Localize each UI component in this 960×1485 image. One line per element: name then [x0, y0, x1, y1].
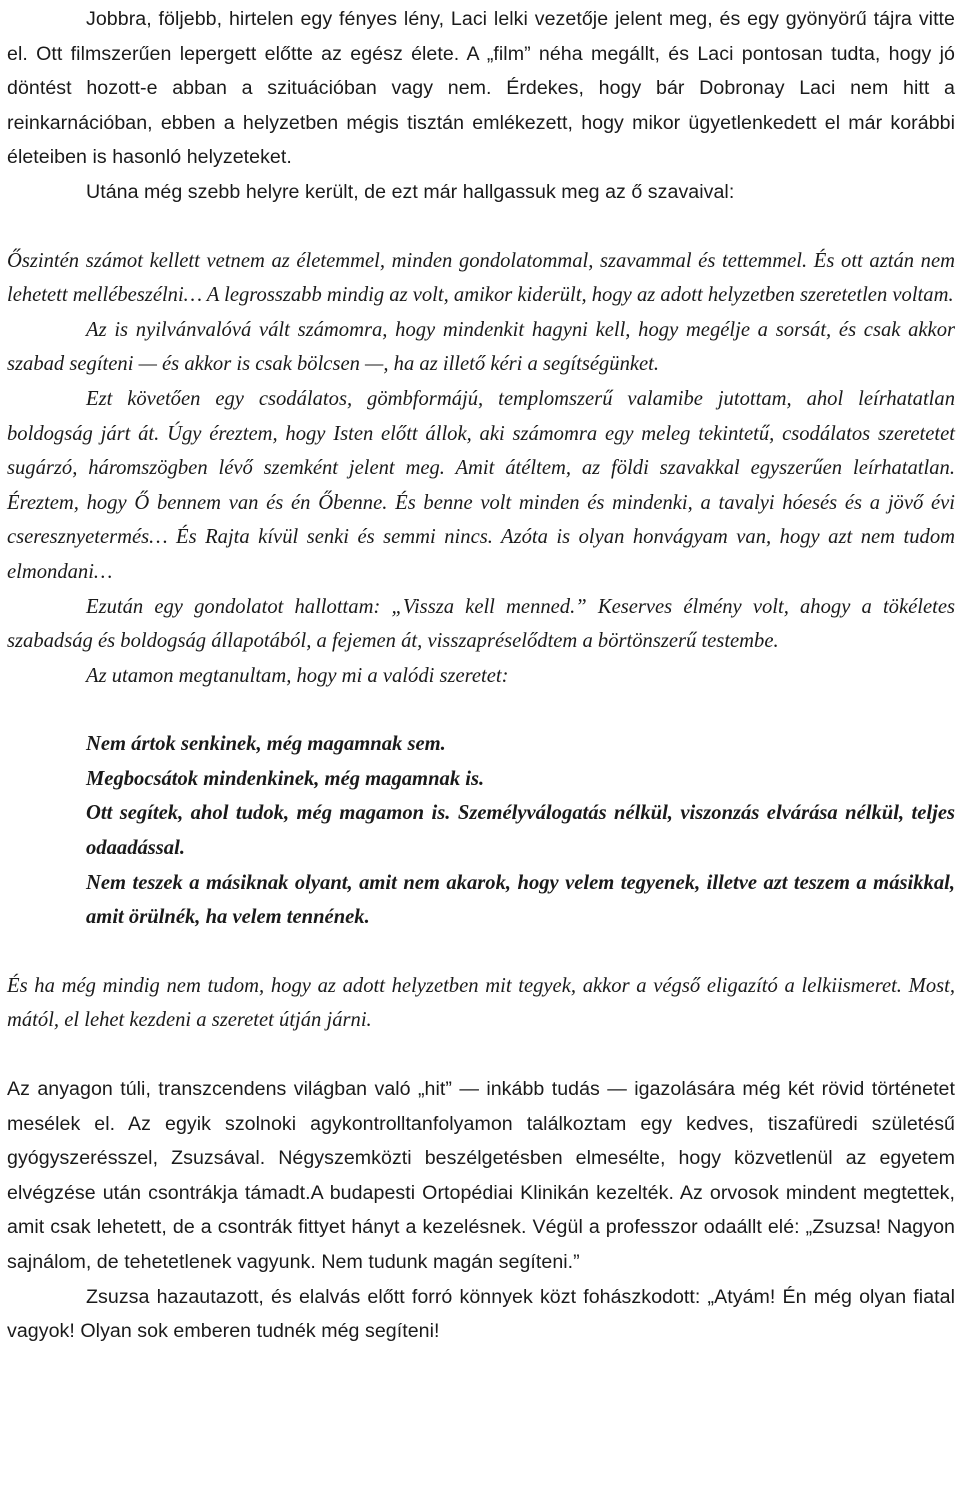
paragraph-accounting: Őszintén számot kellett vetnem az életemmel, minden gondolatommal, szavammal és tettemmel. És ott aztán nem lehetett mellébeszélni… A legrosszabb mindig az volt, amikor kiderült, hogy az adott helyzetben szeretetlen voltam. [7, 249, 955, 307]
paragraph-destiny: Az is nyilvánvalóvá vált számomra, hogy mindenkit hagyni kell, hogy megélje a sorsát, és csak akkor szabad segíteni — és akkor is csak bölcsen —, ha az illető kéri a segítségünket. [7, 318, 955, 376]
love-rule-item: Nem teszek a másiknak olyant, amit nem akarok, hogy velem tegyenek, illetve azt teszem a másikkal, amit örülnék, ha velem tennének. [86, 871, 955, 929]
love-rule-item: Ott segítek, ahol tudok, még magamon is. Személyválogatás nélkül, viszonzás elvárása nélkül, teljes odaadással. [86, 802, 955, 860]
love-rules-list [7, 727, 955, 935]
paragraph-love-intro: Az utamon megtanultam, hogy mi a valódi szeretet: [86, 664, 509, 687]
paragraph-zsuzsa-prayer: Zsuzsa hazautazott, és elalvás előtt forró könnyek közt fohászkodott: „Atyám! Én még olyan fiatal vagyok! Olyan sok emberen tudnék még segíteni! [7, 1285, 955, 1343]
paragraph-zsuzsa-story: Az anyagon túli, transzcendens világban való „hit” — inkább tudás — igazolására még két rövid történetet mesélek el. Az egyik szolnoki agykontrolltanfolyamon találkoztam egy kedves, tiszafüredi születésű gyógyszerésszel, Zsuzsával. Négyszemközti beszélgetésben elmesélte, hogy közvetlenül az egyetem elvégzése után csontrákja támadt.A budapesti Ortopédiai Klinikán kezelték. Az orvosok mindent megtettek, amit csak lehetett, de a csontrák fittyet hányt a kezelésnek. Végül a professzor odaállt elé: „Zsuzsa! Nagyon sajnálom, de tehetetlenek vagyunk. Nem tudunk magán segíteni.” [7, 1078, 955, 1273]
paragraph-conscience: És ha még mindig nem tudom, hogy az adott helyzetben mit tegyek, akkor a végső eligazító a lelkiismeret. Most, mától, el lehet kezdeni a szeretet útján járni. [7, 974, 955, 1032]
text-body [7, 2, 955, 1349]
love-rule-item: Nem ártok senkinek, még magamnak sem. [86, 733, 446, 756]
paragraph-temple: Ezt követően egy csodálatos, gömbformájú, templomszerű valamibe jutottam, ahol leírhatatlan boldogság járt át. Úgy éreztem, hogy Isten előtt állok, aki számomra egy meleg tekintetű, csodálatos szeretetet sugárzó, háromszögben lévő szemként jelent meg. Amit átéltem, az földi szavakkal egyszerűen leírhatatlan. Éreztem, hogy Ő bennem van és én Őbenne. És benne volt minden és mindenki, a tavalyi hóesés és a jövő évi cseresznyetermés… És Rajta kívül senki és semmi nincs. Azóta is olyan honvágyam van, hogy azt nem tudom elmondani… [7, 387, 955, 583]
paragraph-return: Ezután egy gondolatot hallottam: „Vissza kell menned.” Keserves élmény volt, ahogy a tökéletes szabadság és boldogság állapotából, a fejemen át, visszapréselődtem a börtönszerű testembe. [7, 595, 955, 653]
paragraph-life-review: Jobbra, följebb, hirtelen egy fényes lény, Laci lelki vezetője jelent meg, és egy gyönyörű tájra vitte el. Ott filmszerűen lepergett előtte az egész élete. A „film” néha megállt, és Laci pontosan tudta, hogy jó döntést hozott-e abban a szituációban vagy nem. Érdekes, hogy bár Dobronay Laci nem hitt a reinkarnációban, ebben a helyzetben mégis tisztán emlékezett, hogy mikor ügyetlenkedett el már korábbi életeiben is hasonló helyzeteket. [7, 8, 955, 169]
love-rule-item: Megbocsátok mindenkinek, még magamnak is. [86, 767, 485, 790]
paragraph-transition: Utána még szebb helyre került, de ezt már hallgassuk meg az ő szavaival: [86, 180, 735, 203]
